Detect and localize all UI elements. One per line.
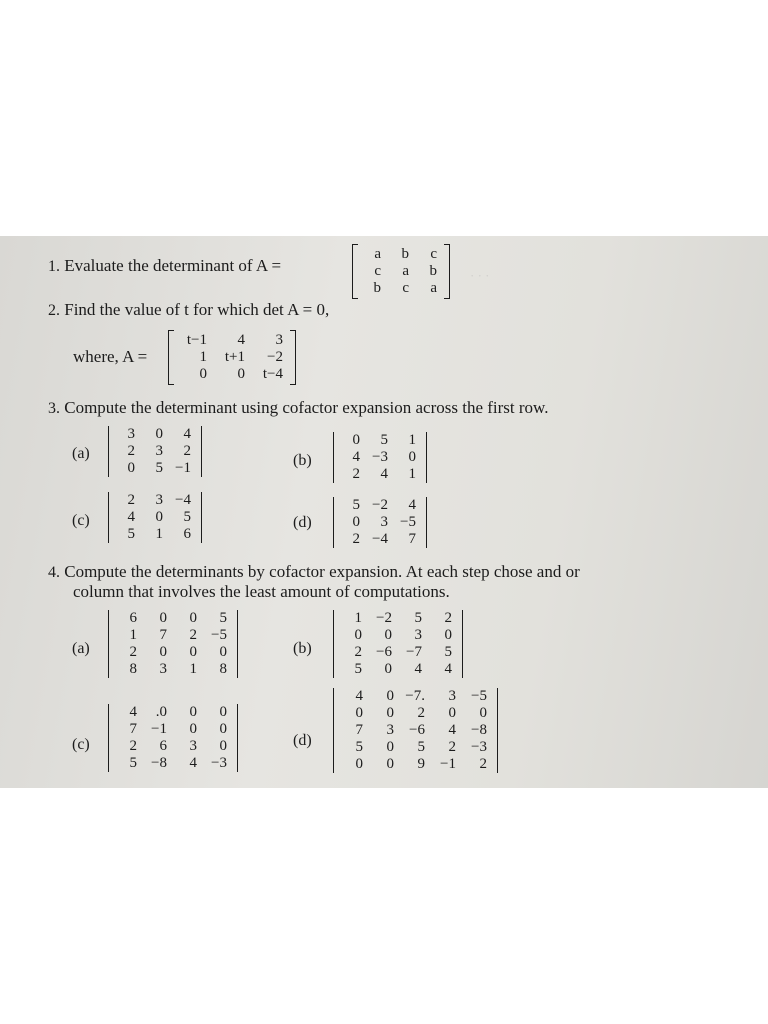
matrix-row bbox=[338, 688, 493, 705]
matrix-entry: 0 bbox=[386, 756, 394, 772]
matrix-entry: 0 bbox=[352, 432, 360, 448]
matrix-row bbox=[113, 644, 233, 661]
matrix-entry: 0 bbox=[384, 627, 392, 643]
matrix-row bbox=[113, 755, 233, 772]
matrix-entry: 0 bbox=[354, 627, 362, 643]
matrix-entry: t−1 bbox=[186, 332, 207, 348]
problem-2-where bbox=[73, 347, 147, 367]
matrix-row bbox=[113, 443, 197, 460]
matrix-entry: 4 bbox=[189, 755, 197, 771]
matrix-entry: 7 bbox=[408, 531, 416, 547]
matrix-entry: 0 bbox=[384, 661, 392, 677]
matrix-entry: 0 bbox=[189, 721, 197, 737]
matrix-entry: −5 bbox=[400, 514, 416, 530]
matrix-p3c bbox=[108, 492, 202, 543]
matrix-entry: 0 bbox=[155, 509, 163, 525]
matrix-entry: 0 bbox=[448, 705, 456, 721]
matrix-entry: 2 bbox=[183, 443, 191, 459]
matrix-entry: 3 bbox=[448, 688, 456, 704]
matrix-p3b bbox=[333, 432, 427, 483]
matrix-entry: 4 bbox=[129, 704, 137, 720]
matrix-entry: 0 bbox=[159, 644, 167, 660]
matrix-entry: −4 bbox=[175, 492, 191, 508]
matrix-entry: 3 bbox=[380, 514, 388, 530]
matrix-entry: 4 bbox=[448, 722, 456, 738]
where-label: where, A = bbox=[73, 347, 148, 366]
part-label: (c) bbox=[72, 736, 90, 753]
matrix-row bbox=[338, 497, 422, 514]
matrix-entry: 2 bbox=[129, 738, 137, 754]
matrix-entry: 3 bbox=[155, 443, 163, 459]
matrix-entry: 3 bbox=[275, 332, 283, 348]
matrix-p4a bbox=[108, 610, 238, 678]
matrix-entry: 2 bbox=[417, 705, 425, 721]
matrix-row bbox=[113, 627, 233, 644]
matrix-row bbox=[113, 509, 197, 526]
matrix-entry: 4 bbox=[444, 661, 452, 677]
matrix-row bbox=[338, 722, 493, 739]
problem-text: Compute the determinant using cofactor expansion across the first row. bbox=[64, 398, 549, 417]
matrix-row bbox=[359, 280, 443, 297]
matrix-entry: 5 bbox=[183, 509, 191, 525]
problem-3 bbox=[48, 398, 548, 419]
matrix-entry: 7 bbox=[355, 722, 363, 738]
matrix-row bbox=[338, 466, 422, 483]
matrix-entry: 4 bbox=[380, 466, 388, 482]
matrix-entry: 0 bbox=[189, 704, 197, 720]
matrix-entry: −6 bbox=[376, 644, 392, 660]
problem-text: Evaluate the determinant of bbox=[64, 256, 253, 275]
matrix-entry: 2 bbox=[352, 466, 360, 482]
part-label: (a) bbox=[72, 445, 90, 462]
matrix-row bbox=[113, 738, 233, 755]
matrix-entry: 0 bbox=[352, 514, 360, 530]
matrix-entry: 5 bbox=[444, 644, 452, 660]
matrix-row bbox=[338, 739, 493, 756]
matrix-row bbox=[338, 644, 458, 661]
matrix-p4b bbox=[333, 610, 463, 678]
matrix-entry: 2 bbox=[189, 627, 197, 643]
matrix-row bbox=[338, 661, 458, 678]
matrix-p2 bbox=[175, 332, 289, 383]
matrix-entry: 5 bbox=[129, 755, 137, 771]
matrix-entry: 4 bbox=[352, 449, 360, 465]
matrix-entry: 2 bbox=[444, 610, 452, 626]
matrix-p4d bbox=[333, 688, 498, 773]
matrix-row bbox=[175, 332, 289, 349]
part-label: (d) bbox=[293, 732, 312, 749]
problem-number: 4. bbox=[48, 564, 60, 581]
problem-number: 3. bbox=[48, 400, 60, 417]
matrix-entry: 1 bbox=[155, 526, 163, 542]
textbook-page-photo bbox=[0, 236, 768, 788]
matrix-entry: −2 bbox=[376, 610, 392, 626]
matrix-entry: −2 bbox=[372, 497, 388, 513]
matrix-lhs: A = bbox=[255, 256, 282, 275]
matrix-entry: 0 bbox=[219, 721, 227, 737]
matrix-row bbox=[359, 246, 443, 263]
matrix-entry: .0 bbox=[155, 704, 167, 720]
matrix-entry: −5 bbox=[211, 627, 227, 643]
matrix-row bbox=[338, 627, 458, 644]
matrix-entry: 1 bbox=[354, 610, 362, 626]
part-label: (c) bbox=[72, 512, 90, 529]
matrix-entry: 9 bbox=[417, 756, 425, 772]
matrix-row bbox=[113, 610, 233, 627]
matrix-entry: 1 bbox=[199, 349, 207, 365]
matrix-entry: 0 bbox=[386, 688, 394, 704]
matrix-entry: 8 bbox=[129, 661, 137, 677]
matrix-entry: 1 bbox=[408, 432, 416, 448]
matrix-entry: 5 bbox=[127, 526, 135, 542]
matrix-entry: 2 bbox=[127, 443, 135, 459]
matrix-entry: 6 bbox=[183, 526, 191, 542]
matrix-entry: 2 bbox=[352, 531, 360, 547]
matrix-entry: 0 bbox=[127, 460, 135, 476]
matrix-entry: c bbox=[430, 246, 437, 262]
matrix-entry: 5 bbox=[354, 661, 362, 677]
matrix-entry: −4 bbox=[372, 531, 388, 547]
matrix-entry: b bbox=[373, 280, 381, 296]
matrix-entry: 0 bbox=[386, 739, 394, 755]
matrix-p1 bbox=[359, 246, 443, 297]
matrix-entry: b bbox=[429, 263, 437, 279]
problem-text: column that involves the least amount of computations. bbox=[73, 582, 450, 601]
matrix-entry: 8 bbox=[219, 661, 227, 677]
matrix-entry: 0 bbox=[355, 756, 363, 772]
matrix-entry: −1 bbox=[151, 721, 167, 737]
matrix-entry: 4 bbox=[408, 497, 416, 513]
matrix-entry: −7 bbox=[406, 644, 422, 660]
matrix-entry: 0 bbox=[355, 705, 363, 721]
matrix-entry: 0 bbox=[237, 366, 245, 382]
matrix-entry: −3 bbox=[211, 755, 227, 771]
matrix-entry: 1 bbox=[189, 661, 197, 677]
matrix-entry: −7. bbox=[405, 688, 425, 704]
matrix-entry: 3 bbox=[159, 661, 167, 677]
matrix-entry: 1 bbox=[408, 466, 416, 482]
matrix-entry: 0 bbox=[199, 366, 207, 382]
matrix-entry: a bbox=[430, 280, 437, 296]
part-label: (d) bbox=[293, 514, 312, 531]
matrix-entry: 3 bbox=[189, 738, 197, 754]
bleed-through-text: · · · bbox=[470, 268, 490, 283]
matrix-entry: 7 bbox=[159, 627, 167, 643]
matrix-entry: 0 bbox=[189, 610, 197, 626]
matrix-entry: −1 bbox=[440, 756, 456, 772]
problem-1 bbox=[48, 256, 281, 277]
matrix-entry: 3 bbox=[127, 426, 135, 442]
problem-text: Compute the determinants by cofactor expansion. At each step chose and or bbox=[64, 562, 580, 581]
matrix-entry: 5 bbox=[380, 432, 388, 448]
matrix-entry: 5 bbox=[417, 739, 425, 755]
matrix-entry: 6 bbox=[129, 610, 137, 626]
matrix-entry: 5 bbox=[414, 610, 422, 626]
problem-4-cont bbox=[73, 582, 450, 602]
matrix-entry: 4 bbox=[355, 688, 363, 704]
matrix-entry: 5 bbox=[155, 460, 163, 476]
matrix-entry: 5 bbox=[352, 497, 360, 513]
part-label: (a) bbox=[72, 640, 90, 657]
matrix-row bbox=[338, 531, 422, 548]
matrix-entry: 5 bbox=[219, 610, 227, 626]
matrix-entry: −8 bbox=[471, 722, 487, 738]
matrix-entry: 4 bbox=[237, 332, 245, 348]
matrix-entry: 2 bbox=[479, 756, 487, 772]
matrix-entry: −8 bbox=[151, 755, 167, 771]
matrix-row bbox=[338, 705, 493, 722]
matrix-entry: −6 bbox=[409, 722, 425, 738]
problem-2 bbox=[48, 300, 329, 321]
matrix-entry: 0 bbox=[219, 704, 227, 720]
matrix-entry: −5 bbox=[471, 688, 487, 704]
matrix-row bbox=[338, 449, 422, 466]
matrix-row bbox=[338, 432, 422, 449]
matrix-entry: 4 bbox=[183, 426, 191, 442]
matrix-row bbox=[175, 366, 289, 383]
matrix-p3d bbox=[333, 497, 427, 548]
matrix-entry: 4 bbox=[127, 509, 135, 525]
matrix-entry: 4 bbox=[414, 661, 422, 677]
matrix-row bbox=[113, 526, 197, 543]
problem-text: Find the value of t for which det A = 0, bbox=[64, 300, 330, 319]
matrix-entry: 2 bbox=[354, 644, 362, 660]
matrix-entry: 3 bbox=[386, 722, 394, 738]
matrix-entry: −3 bbox=[471, 739, 487, 755]
matrix-row bbox=[113, 460, 197, 477]
matrix-entry: 6 bbox=[159, 738, 167, 754]
matrix-row bbox=[338, 514, 422, 531]
matrix-row bbox=[113, 492, 197, 509]
matrix-entry: c bbox=[402, 280, 409, 296]
problem-number: 1. bbox=[48, 258, 60, 275]
matrix-entry: 0 bbox=[444, 627, 452, 643]
matrix-entry: 0 bbox=[386, 705, 394, 721]
matrix-row bbox=[113, 704, 233, 721]
matrix-p4c bbox=[108, 704, 238, 772]
part-label: (b) bbox=[293, 452, 312, 469]
matrix-entry: 0 bbox=[479, 705, 487, 721]
matrix-entry: −1 bbox=[175, 460, 191, 476]
matrix-row bbox=[175, 349, 289, 366]
matrix-entry: 0 bbox=[159, 610, 167, 626]
matrix-entry: 0 bbox=[219, 644, 227, 660]
matrix-row bbox=[113, 661, 233, 678]
matrix-row bbox=[359, 263, 443, 280]
matrix-entry: t−4 bbox=[262, 366, 283, 382]
matrix-entry: 7 bbox=[129, 721, 137, 737]
matrix-entry: b bbox=[401, 246, 409, 262]
matrix-entry: 3 bbox=[155, 492, 163, 508]
matrix-entry: 0 bbox=[408, 449, 416, 465]
matrix-entry: 2 bbox=[127, 492, 135, 508]
matrix-entry: 2 bbox=[129, 644, 137, 660]
part-label: (b) bbox=[293, 640, 312, 657]
problem-number: 2. bbox=[48, 302, 60, 319]
matrix-entry: −3 bbox=[372, 449, 388, 465]
matrix-entry: 3 bbox=[414, 627, 422, 643]
matrix-row bbox=[113, 426, 197, 443]
matrix-entry: −2 bbox=[267, 349, 283, 365]
matrix-entry: a bbox=[402, 263, 409, 279]
matrix-entry: c bbox=[374, 263, 381, 279]
matrix-entry: 0 bbox=[189, 644, 197, 660]
matrix-entry: 0 bbox=[155, 426, 163, 442]
matrix-row bbox=[113, 721, 233, 738]
matrix-entry: 5 bbox=[355, 739, 363, 755]
matrix-p3a bbox=[108, 426, 202, 477]
matrix-entry: 0 bbox=[219, 738, 227, 754]
matrix-entry: 2 bbox=[448, 739, 456, 755]
matrix-row bbox=[338, 756, 493, 773]
problem-4 bbox=[48, 562, 580, 583]
matrix-entry: t+1 bbox=[224, 349, 245, 365]
matrix-entry: 1 bbox=[129, 627, 137, 643]
matrix-entry: a bbox=[374, 246, 381, 262]
matrix-row bbox=[338, 610, 458, 627]
